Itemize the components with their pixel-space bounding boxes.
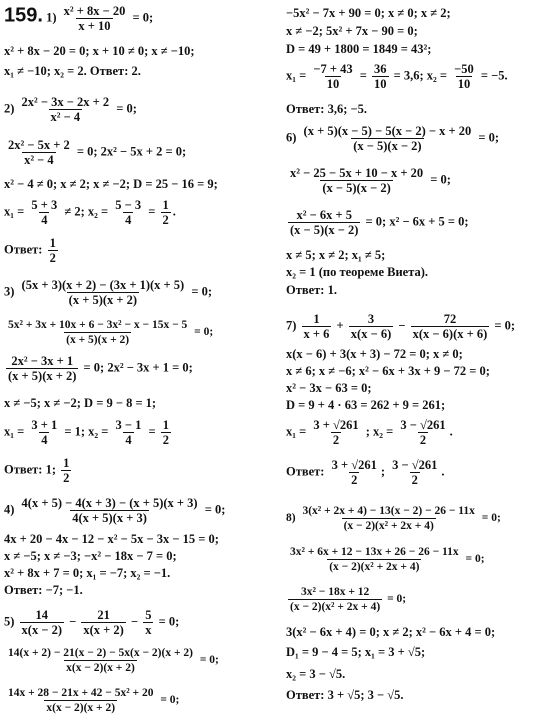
fraction: $\frac{4(x + 5) - 4(x + 3) - (x + 5)(x + 3)}{4(x + 5)(x + 3)}$ bbox=[21, 496, 198, 525]
item-label: 4) bbox=[4, 502, 15, 517]
fraction: $\frac{1}{2}$ bbox=[63, 456, 70, 485]
item-label: 8) bbox=[286, 512, 296, 525]
text-line: x² − 4 ≠ 0; x ≠ 2; x ≠ −2; D = 25 − 16 = 9; bbox=[4, 177, 218, 191]
fraction: $\frac{\text{3(x² + 2x + 4) − 13(x − 2) − 26 − 11x}}{\text{(x − 2)(x² + 2x + 4)}}$ bbox=[302, 505, 475, 532]
problem-7-roots: x₁ = $\frac{3 + √261}{2}$ ; x₂ = $\frac{3 - √261}{2}$ . bbox=[286, 418, 453, 447]
fraction: $\frac{72}{x(x - 6)(x + 6)}$ bbox=[412, 312, 488, 341]
fraction: $\frac{3 + 1}{4}$ bbox=[31, 418, 58, 447]
text-line: 4x + 20 − 4x − 12 − x² − 5x − 3x − 15 = 0; bbox=[4, 532, 219, 546]
problem-5-line1: 5) $\frac{14}{x(x - 2)}$ − $\frac{21}{x(x + 2)}$ − $\frac{5}{x}$ = 0; bbox=[4, 608, 180, 637]
item-label: 2) bbox=[4, 101, 15, 116]
problem-159-line1: 159. 1) $\frac{\text{x² + 8x − 20}}{x + 10}$ = 0; bbox=[4, 4, 154, 33]
text-line: Ответ: −7; −1. bbox=[4, 583, 83, 597]
fraction: $\frac{\text{x² − 6x + 5}}{(x - 5)(x - 2)}$ bbox=[290, 208, 359, 237]
problem-2-line2: $\frac{\text{2x² − 5x + 2}}{\text{x² − 4}}$ = 0; 2x² − 5x + 2 = 0; bbox=[8, 138, 187, 167]
fraction: $\frac{(5x + 3)(x + 2) - (3x + 1)(x + 5)}{(x + 5)(x + 2)}$ bbox=[21, 278, 185, 307]
fraction: $\frac{(x + 5)(x - 5) - 5(x - 2) - x + 20}{(x - 5)(x - 2)}$ bbox=[303, 124, 472, 153]
fraction: $\frac{\text{2x² − 5x + 2}}{\text{x² − 4}}$ bbox=[8, 138, 70, 167]
fraction: $\frac{\text{3x² − 18x + 12}}{\text{(x − 2)(x² + 2x + 4)}}$ bbox=[290, 586, 381, 613]
fraction: $\frac{\text{3x² + 6x + 12 − 13x + 26 − 26 − 11x}}{\text{(x − 2)(x² + 2x + 4)}}$ bbox=[290, 546, 459, 573]
text-line: x ≠ −5; x ≠ −3; −x² − 18x − 7 = 0; bbox=[4, 549, 177, 563]
problem-6-line1: 6) $\frac{(x + 5)(x - 5) - 5(x - 2) - x + 20}{(x - 5)(x - 2)}$ = 0; bbox=[286, 124, 500, 153]
fraction: $\frac{\text{2x² − 3x + 1}}{(x + 5)(x + 2)}$ bbox=[8, 354, 77, 383]
fraction: $\frac{-50}{10}$ bbox=[454, 62, 474, 91]
problem-8-line1: 8) $\frac{\text{3(x² + 2x + 4) − 13(x − 2) − 26 − 11x}}{\text{(x − 2)(x² + 2x + 4)}}$ = 0; bbox=[286, 505, 501, 532]
fraction: $\frac{3 + √261}{2}$ bbox=[331, 458, 377, 487]
text-line: x ≠ 5; x ≠ 2; x₁ ≠ 5; bbox=[286, 248, 386, 262]
item-label: 5) bbox=[4, 614, 15, 629]
item-label: 1) bbox=[46, 10, 57, 25]
problem-7-answer: Ответ: $\frac{3 + √261}{2}$ ; $\frac{3 - √261}{2}$ . bbox=[286, 458, 445, 487]
problem-3-answer: Ответ: 1; $\frac{1}{2}$ bbox=[4, 456, 70, 485]
problem-number: 159. bbox=[4, 4, 43, 27]
fraction: $\frac{1}{x + 6}$ bbox=[303, 312, 330, 341]
fraction: $\frac{\text{5x² + 3x + 10x + 6 − 3x² − x − 15x − 5}}{(x + 5)(x + 2)}$ bbox=[8, 319, 188, 346]
fraction: $\frac{3}{x(x - 6)}$ bbox=[350, 312, 392, 341]
fraction: $\frac{3 - √261}{2}$ bbox=[392, 458, 438, 487]
problem-6-line3: $\frac{\text{x² − 6x + 5}}{(x - 5)(x - 2)}$ = 0; x² − 6x + 5 = 0; bbox=[290, 208, 469, 237]
item-label: 6) bbox=[286, 130, 297, 145]
text-line: −5x² − 7x + 90 = 0; x ≠ 0; x ≠ 2; bbox=[286, 6, 451, 20]
problem-6-line2: $\frac{\text{x² − 25 − 5x + 10 − x + 20}}{(x - 5)(x - 2)}$ = 0; bbox=[290, 166, 451, 195]
text-line: x₂ = 3 − √5. bbox=[286, 667, 346, 681]
item-label: 7) bbox=[286, 318, 297, 333]
text-line: D = 9 + 4 · 63 = 262 + 9 = 261; bbox=[286, 398, 446, 412]
problem-5-roots: x₁ = $\frac{-7 + 43}{10}$ = $\frac{36}{10}$ = 3,6; x₂ = $\frac{-50}{10}$ = −5. bbox=[286, 62, 508, 91]
text-line: D = 49 + 1800 = 1849 = 43²; bbox=[286, 42, 432, 56]
fraction: $\frac{14(x + 2) - 21(x - 2) - 5x(x - 2)(x + 2)}{x(x - 2)(x + 2)}$ bbox=[8, 647, 193, 674]
problem-3-roots: x₁ = $\frac{3 + 1}{4}$ = 1; x₂ = $\frac{3 - 1}{4}$ = $\frac{1}{2}$ bbox=[4, 418, 170, 447]
problem-2-line1: 2) $\frac{\text{2x² − 3x − 2x + 2}}{\text{x² − 4}}$ = 0; bbox=[4, 95, 137, 124]
text-line: x₂ = 1 (по теореме Виета). bbox=[286, 265, 429, 279]
text-line: D₁ = 9 − 4 = 5; x₁ = 3 + √5; bbox=[286, 645, 426, 659]
text-line: x² + 8x − 20 = 0; x + 10 ≠ 0; x ≠ −10; bbox=[4, 44, 195, 58]
problem-8-line3: $\frac{\text{3x² − 18x + 12}}{\text{(x − 2)(x² + 2x + 4)}}$ = 0; bbox=[290, 586, 407, 613]
text-line: Ответ: 3 + √5; 3 − √5. bbox=[286, 688, 404, 702]
text-line: 3(x² − 6x + 4) = 0; x ≠ 2; x² − 6x + 4 = 0; bbox=[286, 625, 496, 639]
fraction: $\frac{5}{x}$ bbox=[145, 608, 152, 637]
problem-3-line3: $\frac{\text{2x² − 3x + 1}}{(x + 5)(x + 2)}$ = 0; 2x² − 3x + 1 = 0; bbox=[8, 354, 193, 383]
problem-8-line2: $\frac{\text{3x² + 6x + 12 − 13x + 26 − 26 − 11x}}{\text{(x − 2)(x² + 2x + 4)}}$ = 0; bbox=[290, 546, 485, 573]
text-line: x ≠ −5; x ≠ −2; D = 9 − 8 = 1; bbox=[4, 396, 157, 410]
text-line: x₁ ≠ −10; x₂ = 2. Ответ: 2. bbox=[4, 64, 141, 78]
problem-3-line2: $\frac{\text{5x² + 3x + 10x + 6 − 3x² − x − 15x − 5}}{(x + 5)(x + 2)}$ = 0; bbox=[8, 319, 214, 346]
problem-5-line2: $\frac{14(x + 2) - 21(x - 2) - 5x(x - 2)(x + 2)}{x(x - 2)(x + 2)}$ = 0; bbox=[8, 647, 219, 674]
text-line: Ответ: 3,6; −5. bbox=[286, 102, 367, 116]
fraction: $\frac{\text{x² − 25 − 5x + 10 − x + 20}}{(x - 5)(x - 2)}$ bbox=[290, 166, 424, 195]
problem-3-line1: 3) $\frac{(5x + 3)(x + 2) - (3x + 1)(x + 5)}{(x + 5)(x + 2)}$ = 0; bbox=[4, 278, 213, 307]
text-line: Ответ: 1. bbox=[286, 283, 337, 297]
fraction: $\frac{1}{2}$ bbox=[162, 198, 169, 227]
item-label: 3) bbox=[4, 284, 15, 299]
problem-2-roots: x₁ = $\frac{5 + 3}{4}$ ≠ 2; x₂ = $\frac{5 - 3}{4}$ = $\frac{1}{2}$ . bbox=[4, 198, 176, 227]
fraction: $\frac{5 - 3}{4}$ bbox=[115, 198, 142, 227]
text-line: x ≠ −2; 5x² + 7x − 90 = 0; bbox=[286, 24, 418, 38]
fraction: $\frac{36}{10}$ bbox=[374, 62, 387, 91]
fraction: $\frac{\text{x² + 8x − 20}}{x + 10}$ bbox=[63, 4, 126, 33]
text-line: x² + 8x + 7 = 0; x₁ = −7; x₂ = −1. bbox=[4, 566, 171, 580]
text-line: x(x − 6) + 3(x + 3) − 72 = 0; x ≠ 0; bbox=[286, 347, 463, 361]
fraction: $\frac{5 + 3}{4}$ bbox=[31, 198, 58, 227]
fraction: $\frac{3 - 1}{4}$ bbox=[115, 418, 142, 447]
fraction: $\frac{21}{x(x + 2)}$ bbox=[83, 608, 124, 637]
fraction: $\frac{1}{2}$ bbox=[49, 236, 56, 265]
fraction: $\frac{14}{x(x - 2)}$ bbox=[21, 608, 62, 637]
text-line: x² − 3x − 63 = 0; bbox=[286, 381, 372, 395]
fraction: $\frac{3 - √261}{2}$ bbox=[400, 418, 446, 447]
problem-5-line3: $\frac{\text{14x + 28 − 21x + 42 − 5x² + 20}}{x(x - 2)(x + 2)}$ = 0; bbox=[8, 687, 180, 714]
problem-7-line1: 7) $\frac{1}{x + 6}$ + $\frac{3}{x(x - 6)}$ − $\frac{72}{x(x - 6)(x + 6)}$ = 0; bbox=[286, 312, 516, 341]
fraction: $\frac{1}{2}$ bbox=[162, 418, 170, 447]
text-line: x ≠ 6; x ≠ −6; x² − 6x + 3x + 9 − 72 = 0; bbox=[286, 364, 490, 378]
fraction: $\frac{\text{14x + 28 − 21x + 42 − 5x² + 20}}{x(x - 2)(x + 2)}$ bbox=[8, 687, 154, 714]
fraction: $\frac{3 + √261}{2}$ bbox=[313, 418, 359, 447]
problem-2-answer: Ответ: $\frac{1}{2}$ bbox=[4, 236, 56, 265]
problem-4-line1: 4) $\frac{4(x + 5) - 4(x + 3) - (x + 5)(x + 3)}{4(x + 5)(x + 3)}$ = 0; bbox=[4, 496, 226, 525]
fraction: $\frac{-7 + 43}{10}$ bbox=[313, 62, 353, 91]
fraction: $\frac{\text{2x² − 3x − 2x + 2}}{\text{x² − 4}}$ bbox=[21, 95, 110, 124]
